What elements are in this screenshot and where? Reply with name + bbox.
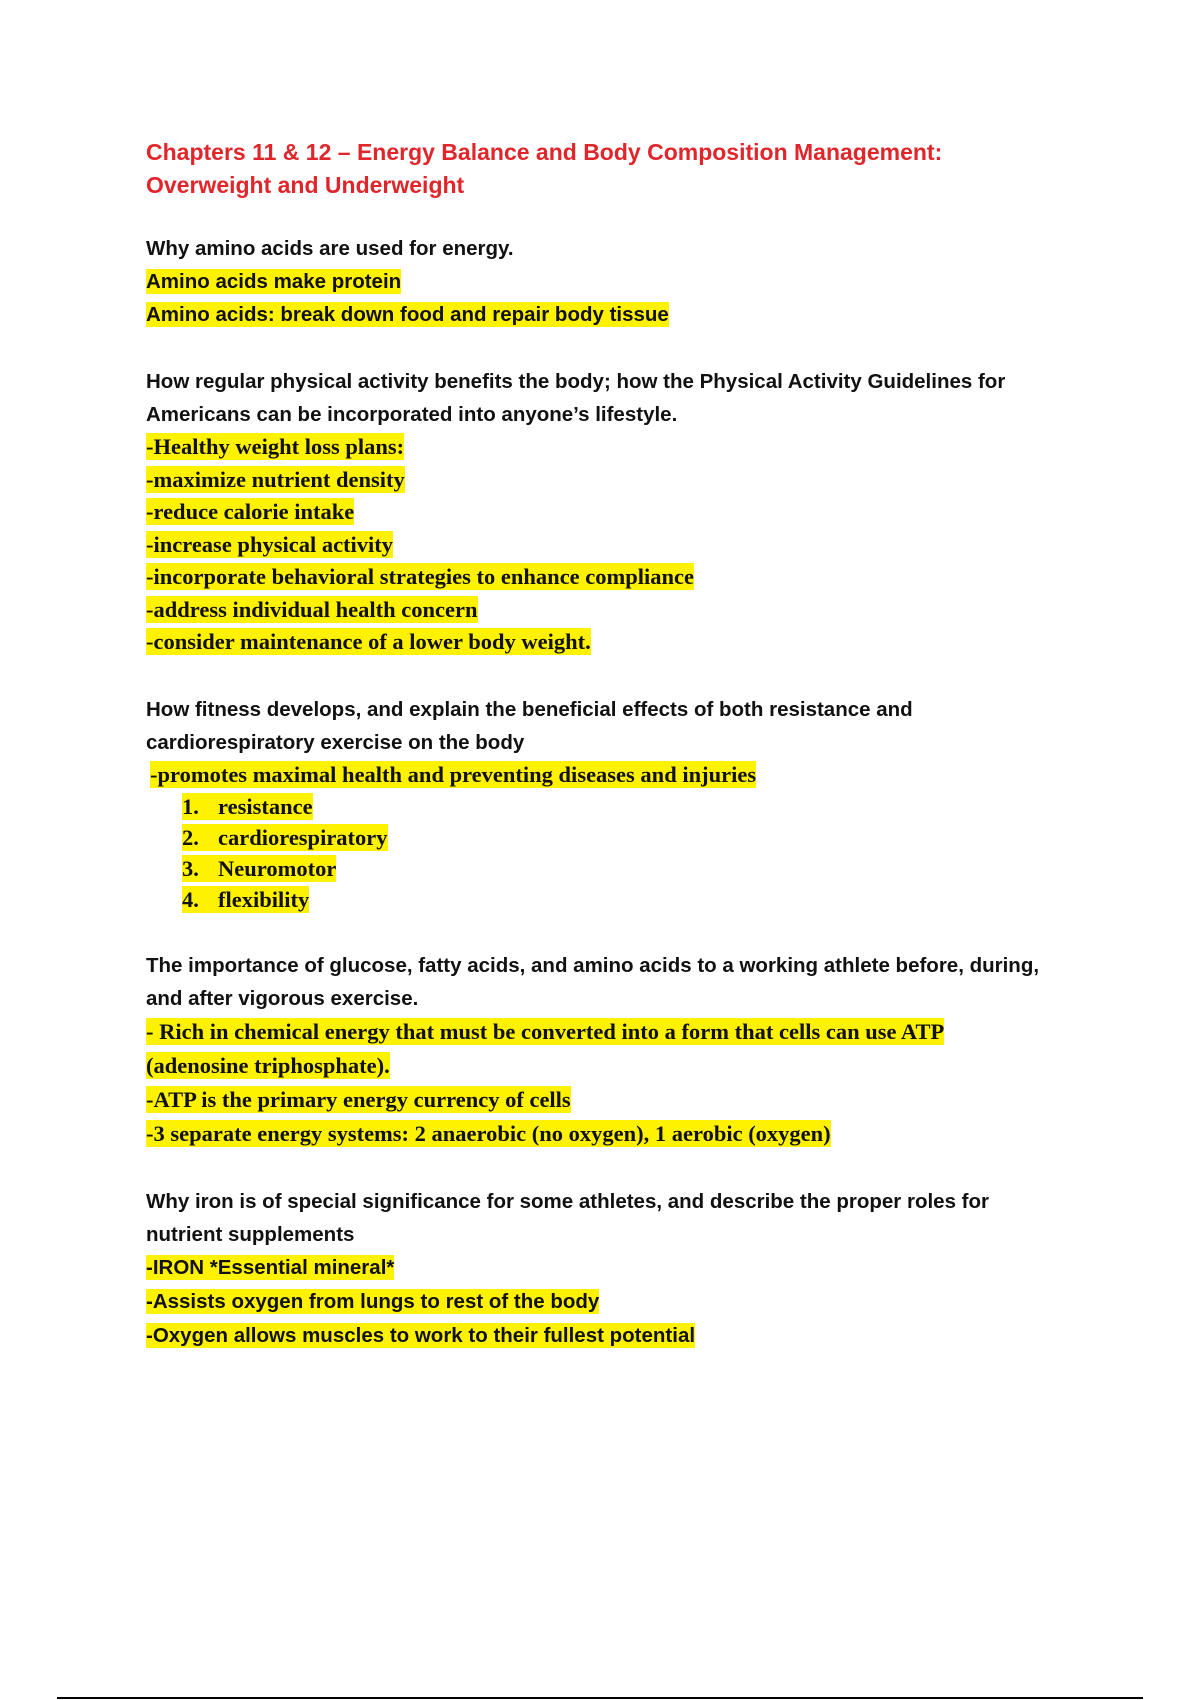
- answer-line: - Rich in chemical energy that must be converted into a form that cells can use ATP: [146, 1019, 945, 1044]
- fitness-components-list: [146, 791, 1076, 915]
- document-title: [146, 136, 1076, 202]
- answer-line: -increase physical activity: [146, 531, 394, 557]
- answer-line: -consider maintenance of a lower body weight.: [146, 629, 591, 654]
- list-number: 1.: [182, 794, 199, 819]
- list-text: Neuromotor: [218, 856, 337, 881]
- answer-line: -incorporate behavioral strategies to enhance compliance: [146, 564, 695, 589]
- answer-line: -Assists oxygen from lungs to rest of the body: [146, 1290, 600, 1313]
- title-line-2: Overweight and Underweight: [146, 172, 465, 198]
- answer-line: -IRON *Essential mineral*: [146, 1256, 395, 1279]
- document-page: [146, 136, 1076, 1387]
- section-question-line-1: Why iron is of special significance for some athletes, and describe the proper roles for: [146, 1190, 989, 1213]
- section-question-line-1: How regular physical activity benefits the body; how the Physical Activity Guidelines for: [146, 370, 1006, 393]
- list-number: 4.: [182, 887, 199, 912]
- list-item: [182, 822, 1076, 853]
- section-athlete-fuel: [146, 949, 1076, 1151]
- section-iron: [146, 1185, 1076, 1353]
- list-number: 3.: [182, 856, 199, 881]
- answer-line: Amino acids: break down food and repair body tissue: [146, 303, 669, 326]
- section-question-line-2: nutrient supplements: [146, 1223, 355, 1246]
- list-item: [182, 791, 1076, 822]
- answer-line: -ATP is the primary energy currency of cells: [146, 1087, 571, 1112]
- section-question-line-2: and after vigorous exercise.: [146, 987, 419, 1010]
- answer-line: -3 separate energy systems: 2 anaerobic (no oxygen), 1 aerobic (oxygen): [146, 1121, 831, 1146]
- section-question-line-2: cardiorespiratory exercise on the body: [146, 730, 525, 754]
- list-number: 2.: [182, 825, 199, 850]
- answer-lead: -promotes maximal health and preventing diseases and injuries: [150, 761, 757, 787]
- section-question-line-1: The importance of glucose, fatty acids, and amino acids to a working athlete before, during,: [146, 954, 1040, 977]
- answer-line: (adenosine triphosphate).: [146, 1053, 390, 1078]
- section-physical-activity: [146, 365, 1076, 659]
- section-question-line-2: Americans can be incorporated into anyone’s lifestyle.: [146, 403, 678, 426]
- section-question: Why amino acids are used for energy.: [146, 237, 514, 260]
- list-text: resistance: [218, 794, 313, 819]
- section-amino-acids: [146, 232, 1076, 331]
- answer-line: -reduce calorie intake: [146, 499, 355, 524]
- answer-line: -Healthy weight loss plans:: [146, 434, 405, 459]
- list-text: flexibility: [218, 887, 310, 912]
- list-item: [182, 853, 1076, 884]
- list-item: [182, 884, 1076, 915]
- section-question-line-1: How fitness develops, and explain the beneficial effects of both resistance and: [146, 697, 913, 721]
- section-fitness: [146, 693, 1076, 916]
- answer-line: Amino acids make protein: [146, 270, 402, 293]
- answer-line: -address individual health concern: [146, 596, 478, 622]
- title-line-1: Chapters 11 & 12 – Energy Balance and Body Composition Management:: [146, 139, 943, 165]
- answer-line: -Oxygen allows muscles to work to their fullest potential: [146, 1324, 696, 1347]
- answer-line: -maximize nutrient density: [146, 466, 405, 492]
- footer-divider: [57, 1697, 1143, 1699]
- list-text: cardiorespiratory: [218, 825, 388, 850]
